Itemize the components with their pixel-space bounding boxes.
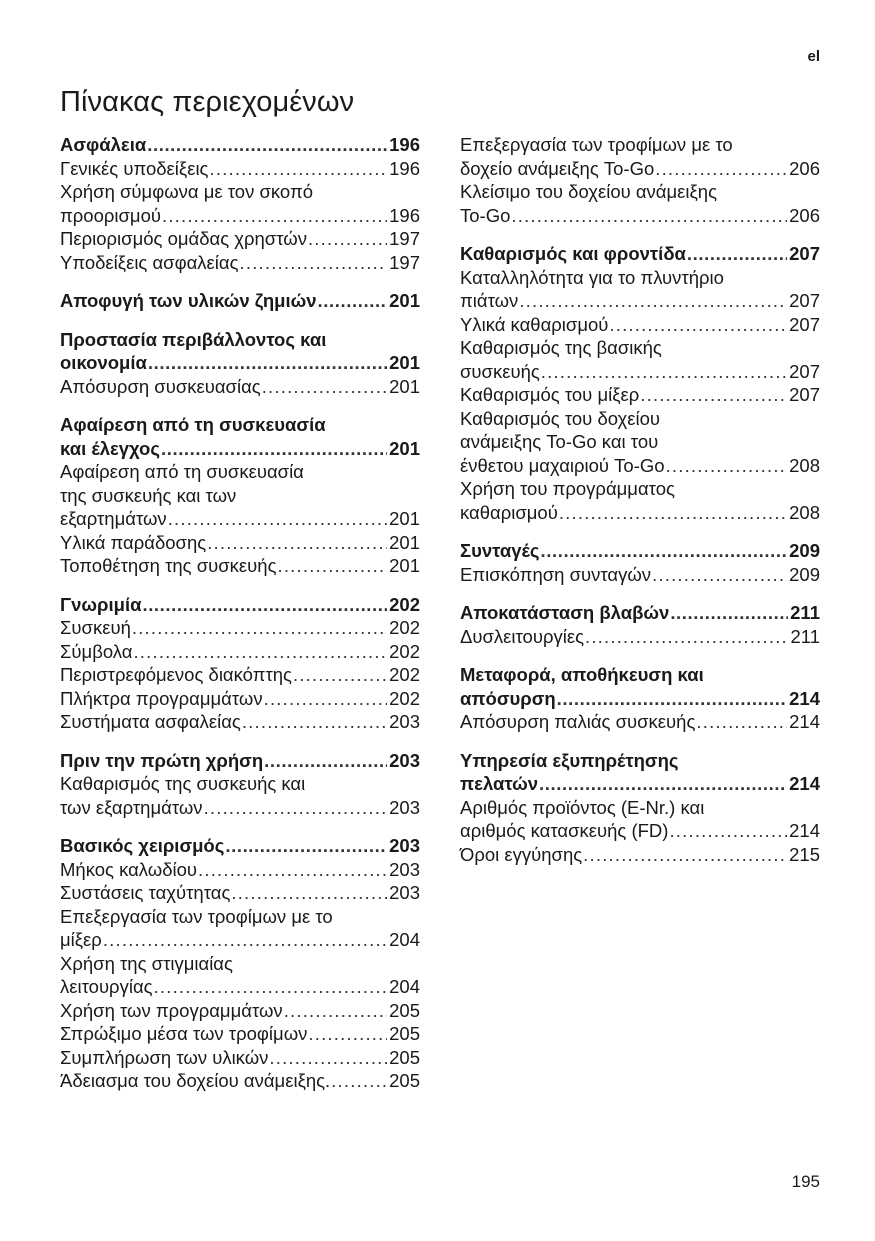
toc-entry-line xyxy=(60,351,420,375)
toc-entry-text: Περιορισμός ομάδας χρηστών xyxy=(60,228,307,249)
dot-leader xyxy=(666,454,788,478)
toc-page-number: 203 xyxy=(389,835,420,856)
toc-entry-text: Αποφυγή των υλικών ζημιών xyxy=(60,290,317,311)
toc-entry-text: Υλικά καθαρισμού xyxy=(460,313,609,335)
toc-section-heading[interactable] xyxy=(460,663,820,710)
toc-page-number: 203 xyxy=(389,882,420,903)
toc-page-number: 196 xyxy=(389,204,420,226)
toc-section-heading[interactable] xyxy=(60,593,420,617)
dot-leader xyxy=(209,157,387,181)
toc-entry-line xyxy=(60,663,420,687)
toc-entry-line xyxy=(60,796,420,820)
toc-entry-text: και έλεγχος xyxy=(60,437,160,459)
toc-entry-line xyxy=(460,563,820,587)
toc-entry-text: Επεξεργασία των τροφίμων με το xyxy=(60,905,333,927)
toc-section-heading[interactable] xyxy=(460,749,820,796)
dot-leader xyxy=(278,554,388,578)
toc-entry-text: αριθμός κατασκευής (FD) xyxy=(460,820,669,841)
dot-leader xyxy=(519,289,787,313)
toc-entry-text: Ασφάλεια xyxy=(60,134,147,155)
toc-section xyxy=(60,289,420,313)
dot-leader xyxy=(262,375,387,399)
toc-page-number: 204 xyxy=(389,976,420,997)
toc-page-number: 201 xyxy=(389,555,420,576)
toc-entry-line xyxy=(60,227,420,251)
toc-page-number: 196 xyxy=(389,157,420,179)
toc-entry-line xyxy=(60,834,420,858)
toc-entry[interactable] xyxy=(460,477,820,524)
toc-entry-line xyxy=(60,1046,420,1070)
dot-leader xyxy=(168,507,387,531)
toc-entry-text: Απόσυρση συσκευασίας xyxy=(60,375,261,397)
dot-leader xyxy=(269,1046,387,1070)
toc-entry-text: Χρήση των προγραμμάτων xyxy=(60,999,283,1021)
toc-page-number: 201 xyxy=(389,531,420,553)
toc-entry-text: Καθαρισμός του δοχείου xyxy=(460,407,661,429)
toc-entry-text: Αφαίρεση από τη συσκευασία xyxy=(60,461,304,482)
toc-page-number: 207 xyxy=(789,243,820,264)
toc-entry[interactable] xyxy=(60,999,420,1023)
toc-entry-text: Καθαρισμός της συσκευής και xyxy=(60,773,306,794)
toc-entry-text: πελατών xyxy=(460,773,539,794)
toc-entry-text: Καθαρισμός και φροντίδα xyxy=(460,243,686,264)
toc-entry-text: Μεταφορά, αποθήκευση και xyxy=(460,664,704,685)
toc-entry-line xyxy=(60,975,420,999)
toc-page-number: 209 xyxy=(789,563,820,585)
toc-entry-line xyxy=(60,251,420,275)
toc-entry-text: Αφαίρεση από τη συσκευασία xyxy=(60,414,326,435)
dot-leader xyxy=(293,663,387,687)
toc-entry[interactable] xyxy=(60,1022,420,1046)
toc-entry-text: Σύμβολα xyxy=(60,640,133,662)
toc-entry-text: Χρήση της στιγμιαίας xyxy=(60,952,233,974)
toc-entry-line xyxy=(60,375,420,399)
toc-page-number: 202 xyxy=(389,617,420,638)
toc-column-right xyxy=(460,133,820,881)
toc-entry[interactable] xyxy=(60,1069,420,1093)
toc-page-number: 211 xyxy=(790,625,820,647)
toc-entry-line xyxy=(460,601,820,625)
toc-entry-line xyxy=(60,928,420,952)
toc-entry-text: Προστασία περιβάλλοντος και xyxy=(60,328,327,350)
toc-entry-line xyxy=(60,1022,420,1046)
toc-entry-line xyxy=(60,554,420,578)
dot-leader xyxy=(147,133,387,157)
toc-entry-line xyxy=(60,289,420,313)
dot-leader xyxy=(133,640,387,664)
toc-section-heading[interactable] xyxy=(460,539,820,563)
toc-entry[interactable] xyxy=(460,180,820,227)
toc-entry-text: συσκευής xyxy=(460,360,540,382)
toc-entry-text: της συσκευής και των xyxy=(60,484,237,506)
toc-entry-text: Υπηρεσία εξυπηρέτησης xyxy=(460,749,679,771)
toc-entry[interactable] xyxy=(60,180,420,227)
toc-page-number: 205 xyxy=(389,1046,420,1068)
toc-entry-text: Γνωριμία xyxy=(60,593,142,615)
toc-section-heading[interactable] xyxy=(60,328,420,375)
dot-leader xyxy=(687,242,787,266)
dot-leader xyxy=(669,819,787,843)
dot-leader xyxy=(583,843,787,867)
toc-entry-line xyxy=(60,749,420,773)
toc-section xyxy=(460,663,820,734)
dot-leader xyxy=(264,749,387,773)
dot-leader xyxy=(640,383,787,407)
toc-page-number: 201 xyxy=(389,352,420,373)
toc-entry-text: Συμπλήρωση των υλικών xyxy=(60,1046,269,1068)
toc-page-number: 202 xyxy=(389,687,420,709)
dot-leader xyxy=(559,501,787,525)
toc-entry-text: Όροι εγγύησης xyxy=(460,843,583,865)
toc-entry[interactable] xyxy=(60,157,420,181)
toc-entry-text: Δυσλειτουργίες xyxy=(460,625,584,647)
dot-leader xyxy=(284,999,387,1023)
dot-leader xyxy=(308,1022,387,1046)
toc-page-number: 205 xyxy=(389,1023,420,1044)
dot-leader xyxy=(103,928,387,952)
toc-section xyxy=(60,413,420,578)
toc-entry-line xyxy=(60,999,420,1023)
toc-entry-text: Αποκατάσταση βλαβών xyxy=(460,602,670,623)
toc-entry[interactable] xyxy=(460,796,820,843)
toc-page-number: 201 xyxy=(389,375,420,397)
toc-section xyxy=(460,601,820,648)
toc-entry-text: καθαρισμού xyxy=(460,501,558,523)
page-number: 195 xyxy=(791,1172,820,1191)
toc-entry[interactable] xyxy=(60,554,420,578)
toc-entry-text: Πλήκτρα προγραμμάτων xyxy=(60,687,263,709)
toc-entry[interactable] xyxy=(460,710,820,734)
toc-entry-text: Συνταγές xyxy=(460,540,540,561)
toc-page-number: 207 xyxy=(789,290,820,311)
toc-page-number: 197 xyxy=(389,251,420,273)
toc-entry-text: Χρήση του προγράμματος xyxy=(460,478,675,499)
toc-entry-line xyxy=(460,501,820,525)
toc-entry-text: Καθαρισμός του μίξερ xyxy=(460,384,640,405)
toc-section xyxy=(60,593,420,734)
toc-entry-line xyxy=(460,383,820,407)
toc-entry-text: Τοποθέτηση της συσκευής xyxy=(60,555,277,576)
toc-entry-text: Συστήματα ασφαλείας xyxy=(60,711,241,732)
toc-entry-text: Συσκευή xyxy=(60,617,131,638)
toc-entry[interactable] xyxy=(60,881,420,905)
toc-entry-text: Περιστρεφόμενος διακόπτης xyxy=(60,664,292,685)
toc-section-heading[interactable] xyxy=(460,601,820,625)
toc-entry-line xyxy=(460,843,820,867)
toc-page-number: 208 xyxy=(789,454,820,476)
toc-entry-line xyxy=(460,289,820,313)
toc-entry-text: δοχείο ανάμειξης To-Go xyxy=(460,157,655,179)
toc-entry-text: μίξερ xyxy=(60,929,102,950)
dot-leader xyxy=(225,834,387,858)
toc-entry[interactable] xyxy=(460,407,820,478)
toc-entry-line xyxy=(460,454,820,478)
dot-leader xyxy=(585,625,789,649)
toc-entry-text: απόσυρση xyxy=(460,687,556,709)
toc-entry-text: Υλικά παράδοσης xyxy=(60,531,207,553)
dot-leader xyxy=(541,539,788,563)
toc-page-number: 214 xyxy=(789,711,820,732)
dot-leader xyxy=(161,437,387,461)
toc-section xyxy=(60,749,420,820)
toc-entry-line xyxy=(460,772,820,796)
toc-section xyxy=(460,539,820,586)
toc-entry-line xyxy=(460,625,820,649)
dot-leader xyxy=(655,157,787,181)
toc-entry-line xyxy=(460,687,820,711)
toc-entry[interactable] xyxy=(460,336,820,383)
toc-entry[interactable] xyxy=(60,375,420,399)
dot-leader xyxy=(198,858,387,882)
toc-page-number: 214 xyxy=(789,773,820,794)
toc-entry-text: Καταλληλότητα για το πλυντήριο xyxy=(460,266,724,288)
dot-leader xyxy=(696,710,787,734)
toc-entry-line xyxy=(460,360,820,384)
dot-leader xyxy=(142,593,387,617)
toc-entry[interactable] xyxy=(60,460,420,531)
toc-entry-text: Συστάσεις ταχύτητας xyxy=(60,882,231,903)
dot-leader xyxy=(539,772,787,796)
toc-entry-line xyxy=(460,710,820,734)
dot-leader xyxy=(242,710,387,734)
toc-entry[interactable] xyxy=(460,563,820,587)
toc-entry[interactable] xyxy=(60,640,420,664)
toc-page-number: 208 xyxy=(789,501,820,523)
toc-entry-text: ανάμειξης To-Go και του xyxy=(460,431,659,452)
toc-page-number: 206 xyxy=(789,157,820,179)
toc-entry-line xyxy=(60,640,420,664)
dot-leader xyxy=(162,204,387,228)
toc-entry-line xyxy=(460,157,820,181)
toc-section-heading[interactable] xyxy=(60,749,420,773)
toc-entry-line xyxy=(60,858,420,882)
toc-entry[interactable] xyxy=(460,383,820,407)
toc-entry-text: Απόσυρση παλιάς συσκευής xyxy=(460,711,696,732)
toc-entry-text: πιάτων xyxy=(460,290,519,311)
toc-page-number: 203 xyxy=(389,749,420,771)
toc-page-number: 211 xyxy=(790,602,820,623)
toc-entry-text: ένθετου μαχαιριού To-Go xyxy=(460,454,665,476)
toc-page-number: 204 xyxy=(389,929,420,950)
toc-entry-text: Κλείσιμο του δοχείου ανάμειξης xyxy=(460,181,718,202)
toc-entry-text: Άδειασμα του δοχείου ανάμειξης. xyxy=(60,1070,331,1091)
toc-entry-line xyxy=(460,819,820,843)
dot-leader xyxy=(207,531,387,555)
toc-page-number: 209 xyxy=(789,540,820,561)
dot-leader xyxy=(652,563,787,587)
toc-section xyxy=(460,749,820,867)
toc-page-number: 197 xyxy=(389,228,420,249)
toc-entry-text: Επεξεργασία των τροφίμων με το xyxy=(460,134,733,155)
toc-entry-line xyxy=(60,616,420,640)
toc-entry-line xyxy=(460,539,820,563)
toc-page-number: 205 xyxy=(389,999,420,1021)
toc-entry-line xyxy=(60,710,420,734)
toc-entry[interactable] xyxy=(60,687,420,711)
toc-entry[interactable] xyxy=(460,313,820,337)
dot-leader xyxy=(154,975,388,999)
toc-page-number: 201 xyxy=(389,508,420,529)
page-title: Πίνακας περιεχομένων xyxy=(60,86,355,118)
toc-section-heading[interactable] xyxy=(60,413,420,460)
dot-leader xyxy=(318,289,388,313)
toc-section xyxy=(60,834,420,1093)
toc-entry-text: Επισκόπηση συνταγών xyxy=(460,563,652,585)
toc-section xyxy=(460,133,820,227)
toc-entry-text: οικονομία xyxy=(60,352,147,373)
dot-leader xyxy=(541,360,787,384)
toc-entry-text: εξαρτημάτων xyxy=(60,508,167,529)
toc-section-heading[interactable] xyxy=(60,133,420,157)
toc-entry-line xyxy=(60,157,420,181)
toc-entry-line xyxy=(60,687,420,711)
toc-entry-line xyxy=(60,437,420,461)
toc-entry[interactable] xyxy=(60,663,420,687)
toc-page-number: 207 xyxy=(789,384,820,405)
toc-entry-text: Γενικές υποδείξεις xyxy=(60,157,209,179)
toc-entry-text: Μήκος καλωδίου xyxy=(60,858,198,880)
dot-leader xyxy=(132,616,387,640)
toc-entry-text: Αριθμός προϊόντος (E-Nr.) και xyxy=(460,796,705,818)
toc-entry-text: Σπρώξιμο μέσα των τροφίμων xyxy=(60,1023,308,1044)
toc-entry-text: των εξαρτημάτων xyxy=(60,796,203,818)
toc-section-heading[interactable] xyxy=(460,242,820,266)
toc-page-number: 214 xyxy=(789,687,820,709)
dot-leader xyxy=(240,251,388,275)
toc-entry[interactable] xyxy=(460,133,820,180)
toc-entry[interactable] xyxy=(60,952,420,999)
toc-page-number: 202 xyxy=(389,664,420,685)
toc-page-number: 202 xyxy=(389,640,420,662)
dot-leader xyxy=(670,601,788,625)
toc-entry-line xyxy=(460,313,820,337)
toc-page-number: 201 xyxy=(389,290,420,311)
dot-leader xyxy=(308,227,387,251)
dot-leader xyxy=(264,687,388,711)
dot-leader xyxy=(609,313,787,337)
toc-page-number: 203 xyxy=(389,796,420,818)
toc-page-number: 202 xyxy=(389,593,420,615)
toc-entry[interactable] xyxy=(60,772,420,819)
toc-entry-line xyxy=(460,242,820,266)
dot-leader xyxy=(231,881,387,905)
toc-entry[interactable] xyxy=(60,227,420,251)
toc-entry-text: Καθαρισμός της βασικής xyxy=(460,337,662,358)
toc-entry-line xyxy=(60,507,420,531)
toc-entry[interactable] xyxy=(60,251,420,275)
toc-entry[interactable] xyxy=(60,710,420,734)
toc-entry-line xyxy=(60,133,420,157)
toc-section-heading[interactable] xyxy=(60,289,420,313)
toc-entry-line xyxy=(60,593,420,617)
toc-entry[interactable] xyxy=(460,266,820,313)
toc-entry[interactable] xyxy=(60,1046,420,1070)
toc-page-number: 205 xyxy=(389,1070,420,1091)
toc-entry-line xyxy=(60,881,420,905)
toc-entry[interactable] xyxy=(60,858,420,882)
toc-entry[interactable] xyxy=(60,905,420,952)
dot-leader xyxy=(331,1069,387,1093)
toc-page-number: 207 xyxy=(789,360,820,382)
toc-section xyxy=(60,328,420,399)
dot-leader xyxy=(557,687,787,711)
dot-leader xyxy=(204,796,388,820)
toc-entry-text: Πριν την πρώτη χρήση xyxy=(60,749,264,771)
toc-entry-line xyxy=(60,1069,420,1093)
toc-entry-line xyxy=(60,531,420,555)
toc-page-number: 203 xyxy=(389,711,420,732)
toc-entry-line xyxy=(60,204,420,228)
toc-entry-text: Βασικός χειρισμός xyxy=(60,835,225,856)
toc-page-number: 215 xyxy=(789,843,820,865)
dot-leader xyxy=(148,351,387,375)
toc-entry[interactable] xyxy=(460,843,820,867)
toc-page-number: 196 xyxy=(389,134,420,155)
toc-entry-text: Χρήση σύμφωνα με τον σκοπό xyxy=(60,181,314,202)
toc-page-number: 201 xyxy=(389,437,420,459)
toc-entry-text: λειτουργίας xyxy=(60,976,153,997)
toc-entry[interactable] xyxy=(460,625,820,649)
dot-leader xyxy=(511,204,787,228)
toc-column-left xyxy=(60,133,420,1108)
language-code: el xyxy=(807,48,820,65)
toc-section xyxy=(460,242,820,524)
toc-entry[interactable] xyxy=(60,616,420,640)
toc-entry-text: To-Go xyxy=(460,204,511,226)
toc-page-number: 207 xyxy=(789,313,820,335)
toc-section xyxy=(60,133,420,274)
toc-page-number: 214 xyxy=(789,820,820,841)
toc-section-heading[interactable] xyxy=(60,834,420,858)
toc-page-number: 203 xyxy=(389,858,420,880)
toc-page-number: 206 xyxy=(789,204,820,226)
toc-entry-line xyxy=(460,204,820,228)
toc-entry[interactable] xyxy=(60,531,420,555)
toc-entry-text: προορισμού xyxy=(60,204,161,226)
toc-entry-text: Υποδείξεις ασφαλείας xyxy=(60,251,239,273)
